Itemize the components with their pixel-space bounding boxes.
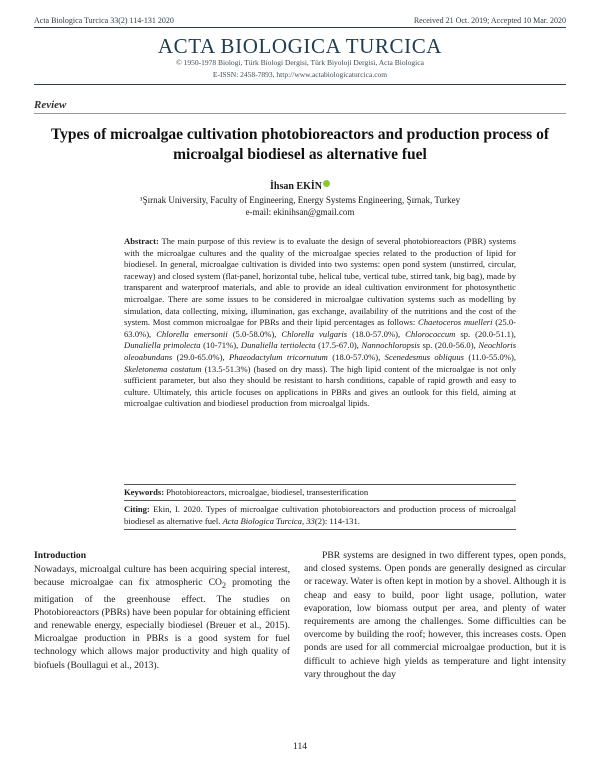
body-right-column [304, 549, 566, 681]
lipid-range: (10-71%), [203, 340, 239, 351]
journal-reference: Acta Biologica Turcica 33(2) 114-131 2020 [34, 16, 174, 25]
lipid-range: sp. (20.0-56.0), [422, 340, 476, 351]
lipid-range: (18.0-57.0%), [352, 328, 401, 339]
lipid-range: (13.5-51.3%) (based on dry mass). [204, 363, 328, 374]
species-name: Chaetoceros muelleri [418, 317, 493, 328]
lipid-range: (11.0-55.0%), [468, 351, 517, 362]
article-title: Types of microalgae cultivation photobioreactors and production process of microalgal biodiesel as alternative fuel [50, 126, 549, 163]
citing-journal: Acta Biologica Turcica, 33 [222, 516, 315, 526]
keywords-label: Keywords: [124, 487, 165, 497]
intro-text-1: Nowadays, microalgal culture has been acquiring special interest, because microalgae can fix atmospheric CO [34, 564, 290, 589]
lipid-range: (29.0-65.0%), [176, 351, 225, 362]
affiliation: ¹Şırnak University, Faculty of Engineering, Energy Systems Engineering, Şırnak, Turkey [139, 195, 461, 205]
citation-bottom-rule [124, 529, 516, 530]
species-name: Phaeodactylum tricornutum [228, 351, 328, 362]
citing-text: Ekin, I. 2020. Types of microalgae cultivation photobioreactors and production process of microalgal biodiesel as alternative fuel. [124, 504, 516, 526]
species-name: Dunaliella tertiolecta [240, 340, 316, 351]
citing-label: Citing: [124, 504, 150, 514]
intro-text-2: promoting the mitigation of the greenhouse effect. The studies on Photobioreactors (PBRs) have been popular for obtaining efficient and renewable energy, especially biodiesel (Breuer et al., 2015). Microalgae production in PBRs is a good system for fuel technology which allows major productivity and high quality of biofuels (Boullagui et al., 2013). [34, 577, 290, 671]
intro-paragraph [34, 563, 290, 672]
keywords [124, 487, 516, 497]
received-accepted-dates: Received 21 Oct. 2019; Accepted 10 Mar. 2020 [413, 16, 566, 25]
abstract-text-1: The main purpose of this review is to evaluate the design of several photobioreactors (PBR) systems with the microalgae cultures and the quality of the microalgae species related to the production of lipid for biodiesel. In general, microalgae cultivation is divided into two systems: open pond system (unstirred, circular, raceway) and closed system (flat-panel, horizontal tube, helical tube, vertical tube, stirred tank, big bag), made by transparent and waterproof materials, and able to provide an ideal cultivation environment for photosynthetic microalgae. There are some issues to be considered in microalgae cultivation systems such as modelling by simulation, data collecting, mixing, illumination, gas exchange, availability of the nutritions and the cost of the system. Most common microalgae for PBRs and their lipid percentages as follows: [124, 236, 516, 328]
species-name: Neochloris oleoabundans [124, 340, 517, 362]
header-rule [34, 27, 566, 28]
pbr-paragraph: PBR systems are designed in two different types, open ponds, and closed systems. Open ponds are generally designed as circular or raceway. Water is often kept in motion by a shovel. Although it is cheap and easy to build, poor light usage, pollution, water evaporation, low biomass output per area, and plenty of water requirements are among the challenges. Some difficulties can be overcome by building the roof; however, this increases costs. Open ponds are used for all commercial microalgae production, but it is difficult to achieve high yields as temperature and light intensity vary throughout the day [304, 550, 566, 680]
species-name: Chlorococcum [405, 328, 456, 339]
eissn-line[interactable]: E-ISSN: 2458-7893, http://www.actabiologicaturcica.com [212, 70, 388, 79]
species-name: Skeletonema costatum [124, 363, 202, 374]
journal-name: ACTA BIOLOGICA TURCICA [157, 34, 443, 58]
species-name: Scenedesmus obliquus [384, 351, 464, 362]
lipid-range: (17.5-67.0), [318, 340, 359, 351]
keywords-top-rule [124, 484, 516, 485]
species-name: Nannochloropsis [361, 340, 420, 351]
lipid-range: (25.0-63.0%), [124, 317, 516, 339]
author-email[interactable]: e-mail: ekinihsan@gmail.com [245, 207, 355, 217]
citation [124, 503, 516, 527]
keywords-text: Photobioreactors, microalgae, biodiesel, transesterification [166, 487, 369, 497]
masthead-bottom-rule [34, 84, 566, 85]
keywords-bottom-rule [124, 500, 516, 501]
co2-subscript: 2 [221, 581, 226, 591]
body-left-column [34, 549, 290, 672]
article-type-rule [34, 113, 566, 114]
affiliation-block [34, 194, 566, 218]
article-type-label: Review [34, 99, 67, 111]
author-line [34, 180, 566, 192]
citing-rest: (2): 114-131. [314, 516, 360, 526]
abstract [124, 236, 516, 410]
lipid-range: (18.0-57.0%), [332, 351, 381, 362]
species-name: Chlorella vulgaris [281, 328, 348, 339]
species-name: Chlorella emersonii [156, 328, 228, 339]
orcid-icon[interactable] [323, 180, 330, 187]
abstract-label: Abstract: [124, 236, 159, 246]
lipid-range: sp. (20.0-51.1), [460, 328, 516, 339]
issn-line: © 1950-1978 Biologi, Türk Biologi Dergisi, Türk Biyoloji Dergisi, Acta Biologica [176, 58, 424, 67]
species-name: Dunaliella primolecta [124, 340, 201, 351]
section-heading-introduction: Introduction [34, 550, 87, 561]
page-number: 114 [293, 742, 307, 752]
lipid-range: (5.0-58.0%), [232, 328, 277, 339]
abstract-text-2: The high lipid content of the microalgae is not only sufficient parameter, but also they should be resistant to harsh conditions, capable of rapid growth and easy to culture. Ultimately, this article focuses on applications in PBRs and gives an outlook for this field, aiming at microalgae cultivation and biodiesel production from microalgal lipids. [124, 363, 516, 409]
author-name: İhsan EKİN [270, 181, 322, 192]
